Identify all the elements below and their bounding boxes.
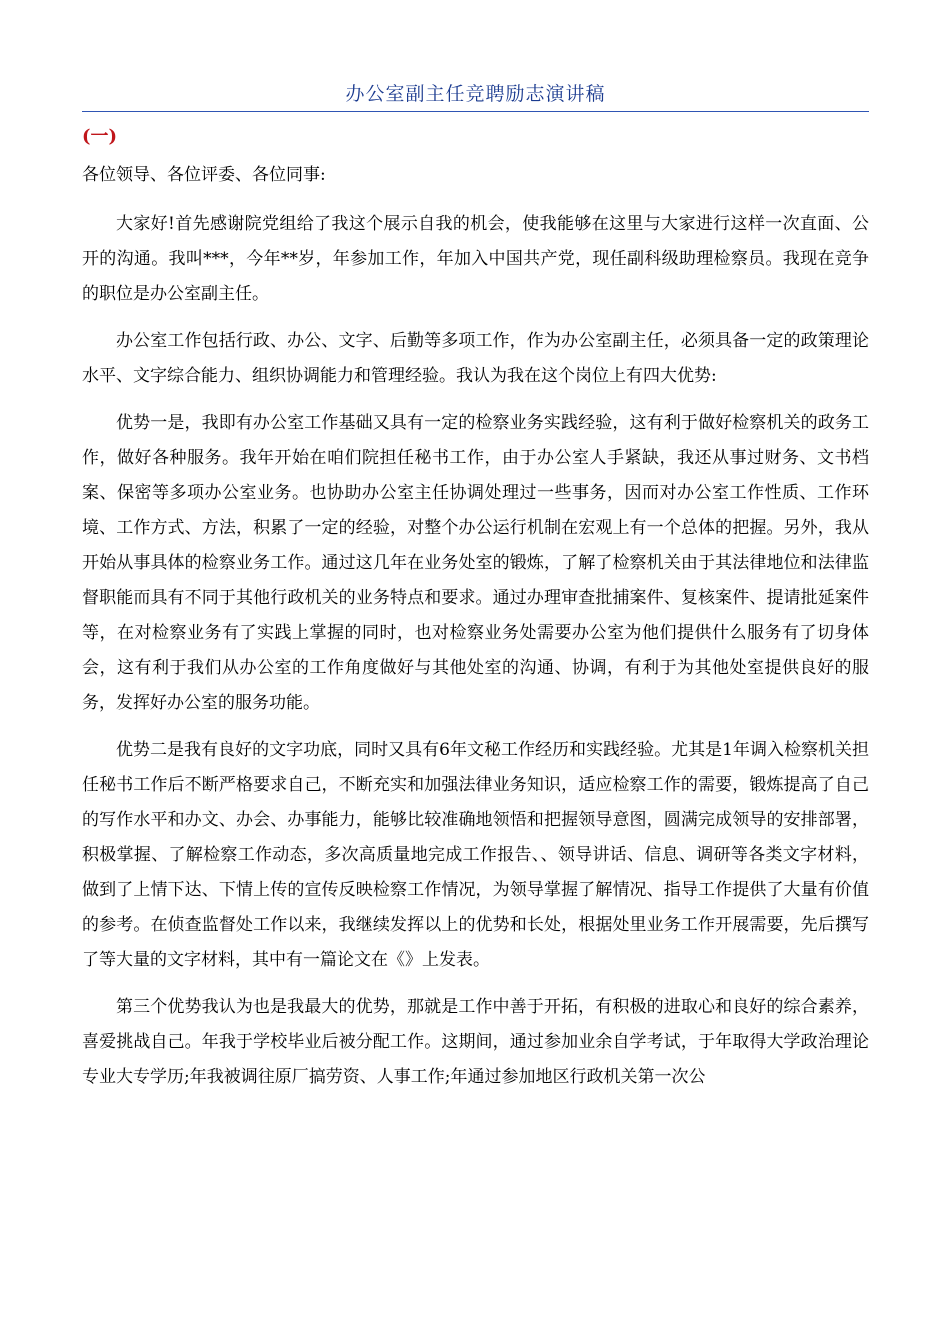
document-body [82, 158, 869, 1107]
section-marker: (一) [82, 126, 118, 147]
paragraph-intro: 大家好!首先感谢院党组给了我这个展示自我的机会，使我能够在这里与大家进行这样一次直面、公开的沟通。我叫***，今年**岁，年参加工作，年加入中国共产党，现任副科级助理检察员。我现在竞争的职位是办公室副主任。 [82, 214, 869, 304]
paragraph-advantage-three: 第三个优势我认为也是我最大的优势，那就是工作中善于开拓，有积极的进取心和良好的综合素养，喜爱挑战自己。年我于学校毕业后被分配工作。这期间，通过参加业余自学考试，于年取得大学政治理论专业大专学历;年我被调往原厂搞劳资、人事工作;年通过参加地区行政机关第一次公 [82, 997, 869, 1087]
paragraph-office-work: 办公室工作包括行政、办公、文字、后勤等多项工作，作为办公室副主任，必须具备一定的政策理论水平、文字综合能力、组织协调能力和管理经验。我认为我在这个岗位上有四大优势: [82, 331, 869, 386]
salutation: 各位领导、各位评委、各位同事: [82, 165, 326, 185]
paragraph-advantage-two: 优势二是我有良好的文字功底，同时又具有6年文秘工作经历和实践经验。尤其是1年调入检察机关担任秘书工作后不断严格要求自己，不断充实和加强法律业务知识，适应检察工作的需要，锻炼提高了自己的写作水平和办文、办会、办事能力，能够比较准确地领悟和把握领导意图，圆满完成领导的安排部署，积极掌握、了解检察工作动态，多次高质量地完成工作报告、、领导讲话、信息、调研等各类文字材料，做到了上情下达、下情上传的宣传反映检察工作情况，为领导掌握了解情况、指导工作提供了大量有价值的参考。在侦查监督处工作以来，我继续发挥以上的优势和长处，根据处里业务工作开展需要，先后撰写了等大量的文字材料，其中有一篇论文在《》上发表。 [82, 740, 869, 970]
title-divider [82, 111, 869, 112]
paragraph-advantage-one: 优势一是，我即有办公室工作基础又具有一定的检察业务实践经验，这有利于做好检察机关的政务工作，做好各种服务。我年开始在咱们院担任秘书工作，由于办公室人手紧缺，我还从事过财务、文书档案、保密等多项办公室业务。也协助办公室主任协调处理过一些事务，因而对办公室工作性质、工作环境、工作方式、方法，积累了一定的经验，对整个办公运行机制在宏观上有一个总体的把握。另外，我从开始从事具体的检察业务工作。通过这几年在业务处室的锻炼，了解了检察机关由于其法律地位和法律监督职能而具有不同于其他行政机关的业务特点和要求。通过办理审查批捕案件、复核案件、提请批延案件等，在对检察业务有了实践上掌握的同时，也对检察业务处需要办公室为他们提供什么服务有了切身体会，这有利于我们从办公室的工作角度做好与其他处室的沟通、协调，有利于为其他处室提供良好的服务，发挥好办公室的服务功能。 [82, 413, 869, 713]
document-title: 办公室副主任竞聘励志演讲稿 [345, 83, 606, 105]
